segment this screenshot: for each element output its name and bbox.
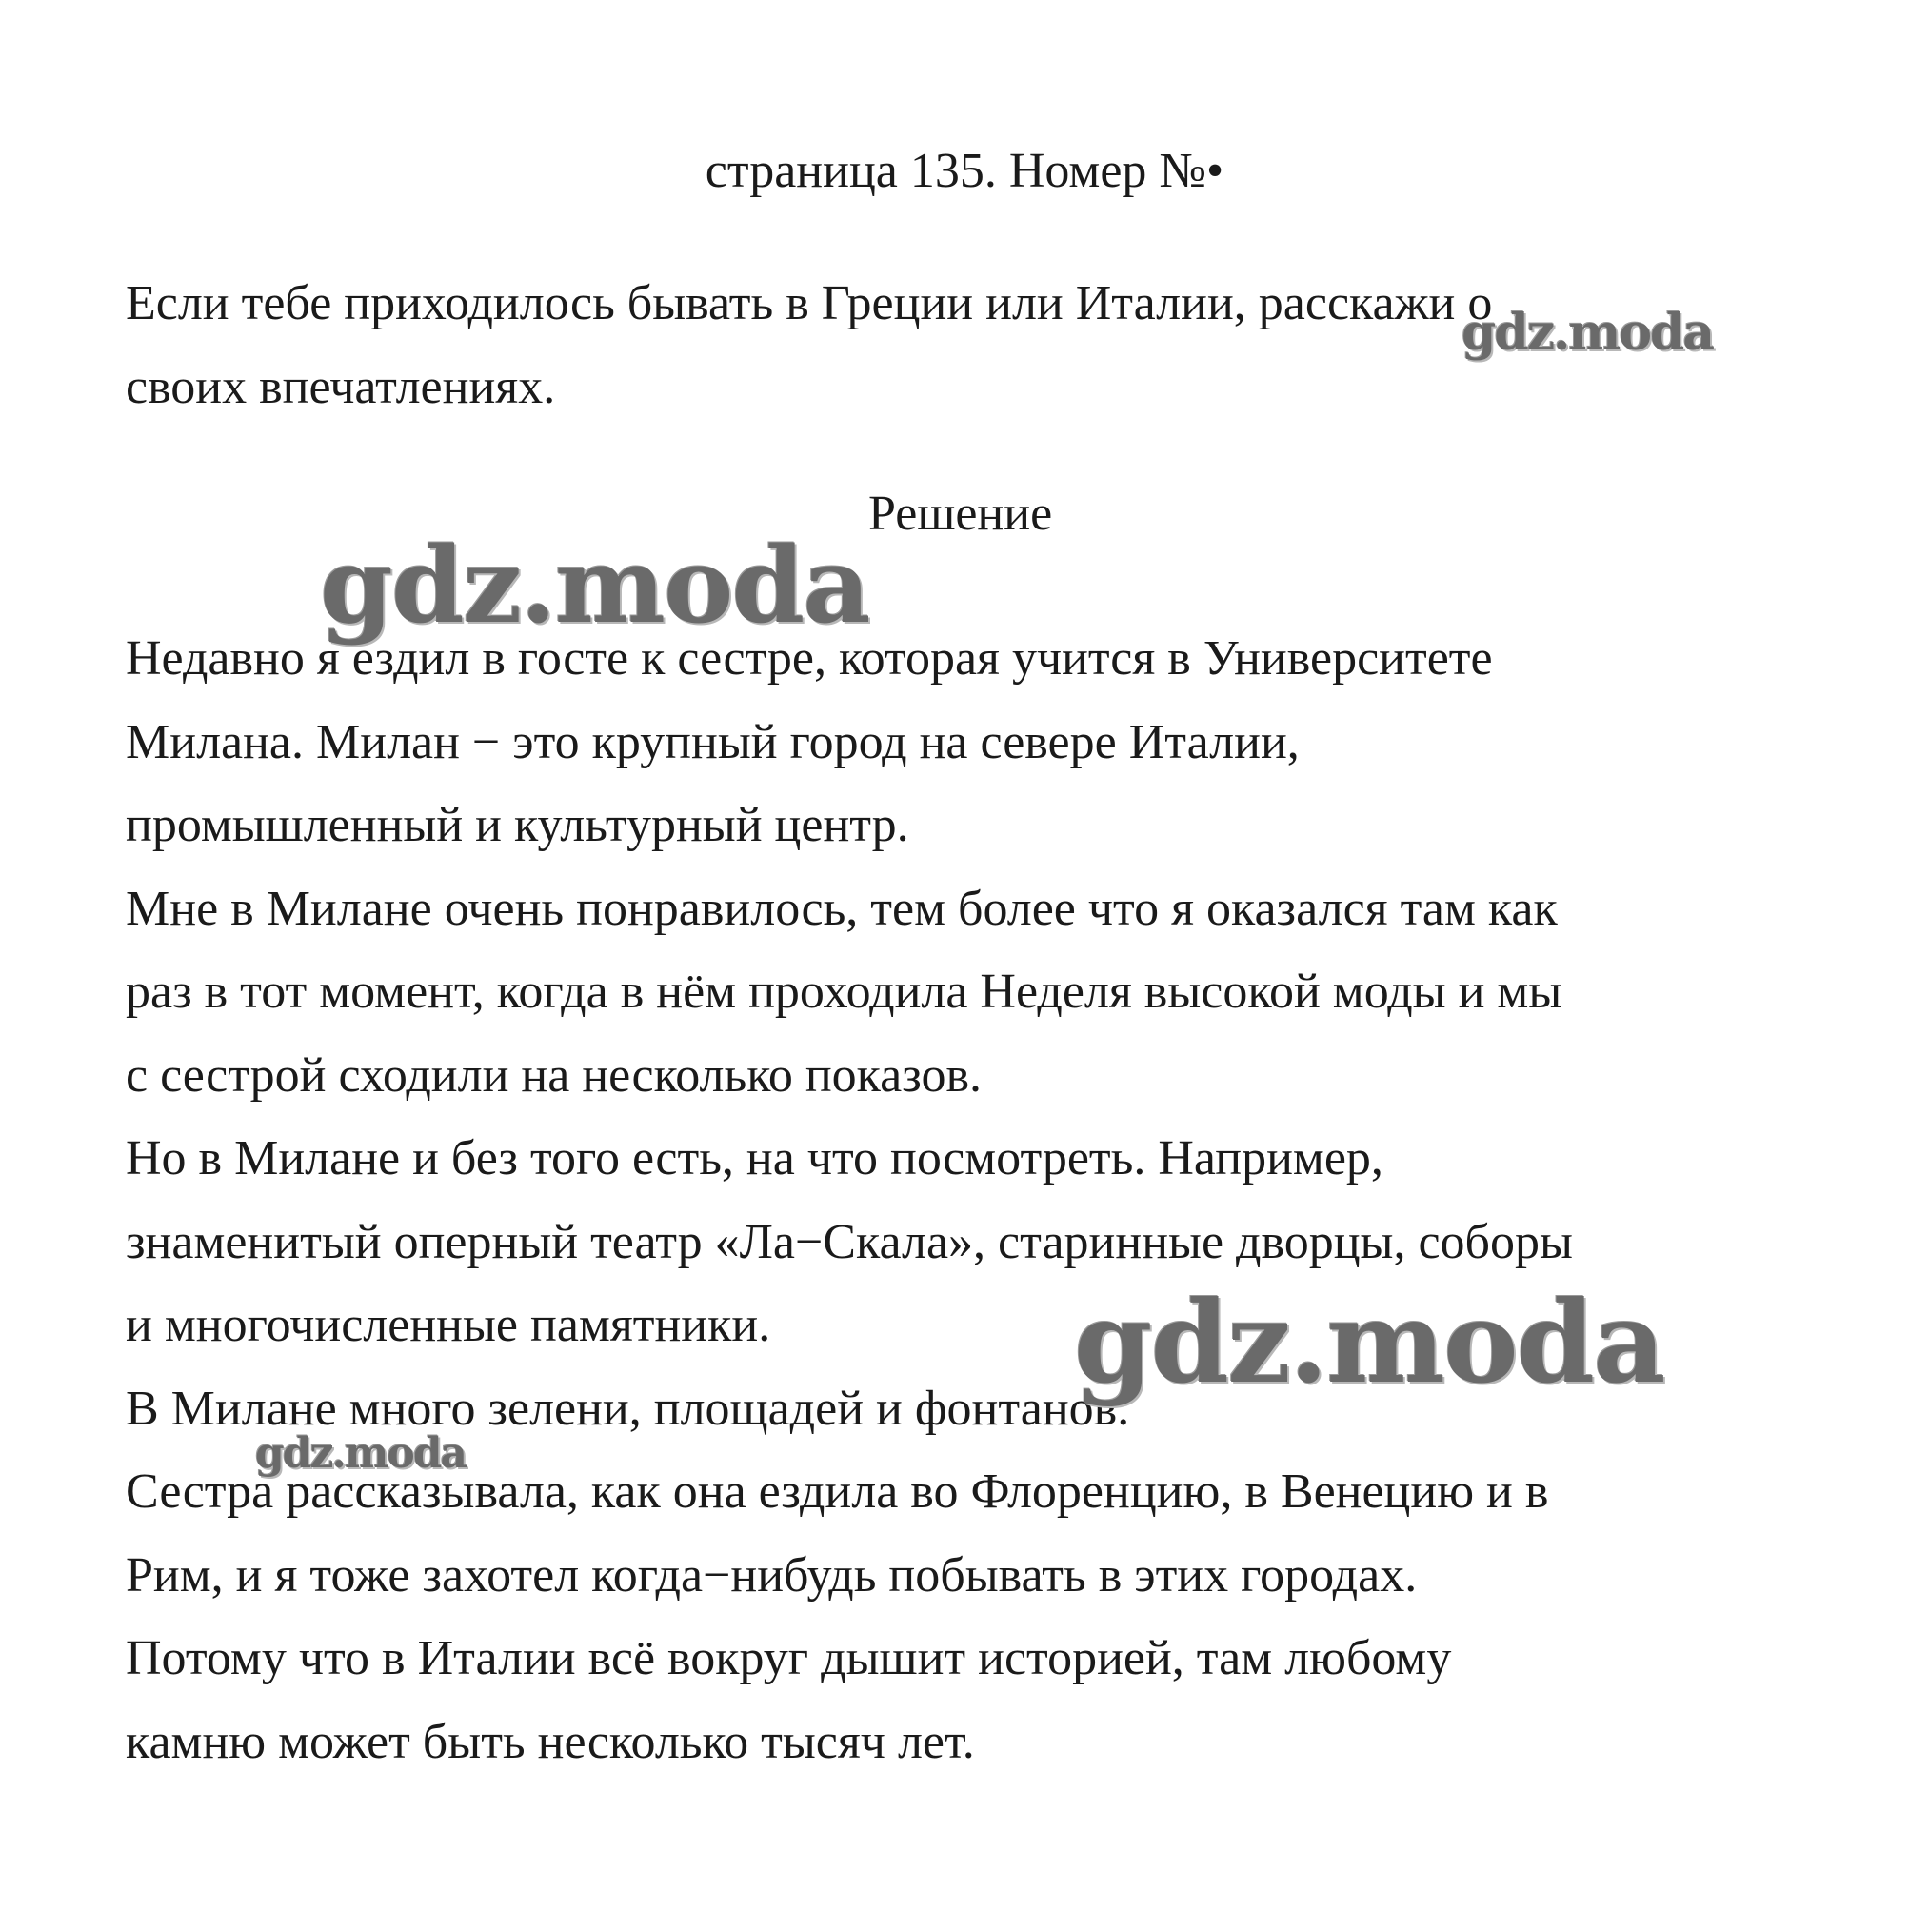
- solution-line: В Милане много зелени, площадей и фонтанов.: [126, 1381, 1130, 1436]
- watermark-logo: gdz.moda: [255, 1429, 467, 1478]
- solution-text: [126, 617, 1897, 1783]
- solution-line: Недавно я ездил в госте к сестре, которая учится в Университете: [126, 631, 1493, 686]
- solution-line: и многочисленные памятники.: [126, 1298, 771, 1352]
- solution-line: Милана. Милан − это крупный город на севере Италии,: [126, 714, 1300, 769]
- solution-line: Потому что в Италии всё вокруг дышит историей, там любому: [126, 1631, 1452, 1685]
- solution-line: промышленный и культурный центр.: [126, 798, 909, 852]
- watermark-logo: gdz.moda: [1462, 304, 1714, 362]
- solution-line: с сестрой сходили на несколько показов.: [126, 1047, 983, 1103]
- watermark-logo: gdz.moda: [1074, 1276, 1664, 1408]
- solution-line: Рим, и я тоже захотел когда−нибудь побывать в этих городах.: [126, 1547, 1418, 1603]
- task-line: своих впечатлениях.: [126, 360, 556, 414]
- solution-heading: Решение: [868, 487, 1053, 541]
- watermark-logo: gdz.moda: [320, 524, 869, 647]
- solution-line: знаменитый оперный театр «Ла−Скала», старинные дворцы, соборы: [126, 1214, 1573, 1269]
- solution-line: раз в тот момент, когда в нём проходила Неделя высокой моды и мы: [126, 965, 1562, 1019]
- solution-line: Но в Милане и без того есть, на что посмотреть. Например,: [126, 1131, 1383, 1185]
- page-title: страница 135. Номер №•: [705, 144, 1224, 198]
- task-text: [126, 262, 1859, 429]
- solution-line: Сестра рассказывала, как она ездила во Флоренцию, в Венецию и в: [126, 1464, 1549, 1519]
- solution-line: Мне в Милане очень понравилось, тем более что я оказался там как: [126, 881, 1558, 936]
- task-line: Если тебе приходилось бывать в Греции или Италии, расскажи о: [126, 276, 1493, 330]
- solution-line: камню может быть несколько тысяч лет.: [126, 1714, 975, 1769]
